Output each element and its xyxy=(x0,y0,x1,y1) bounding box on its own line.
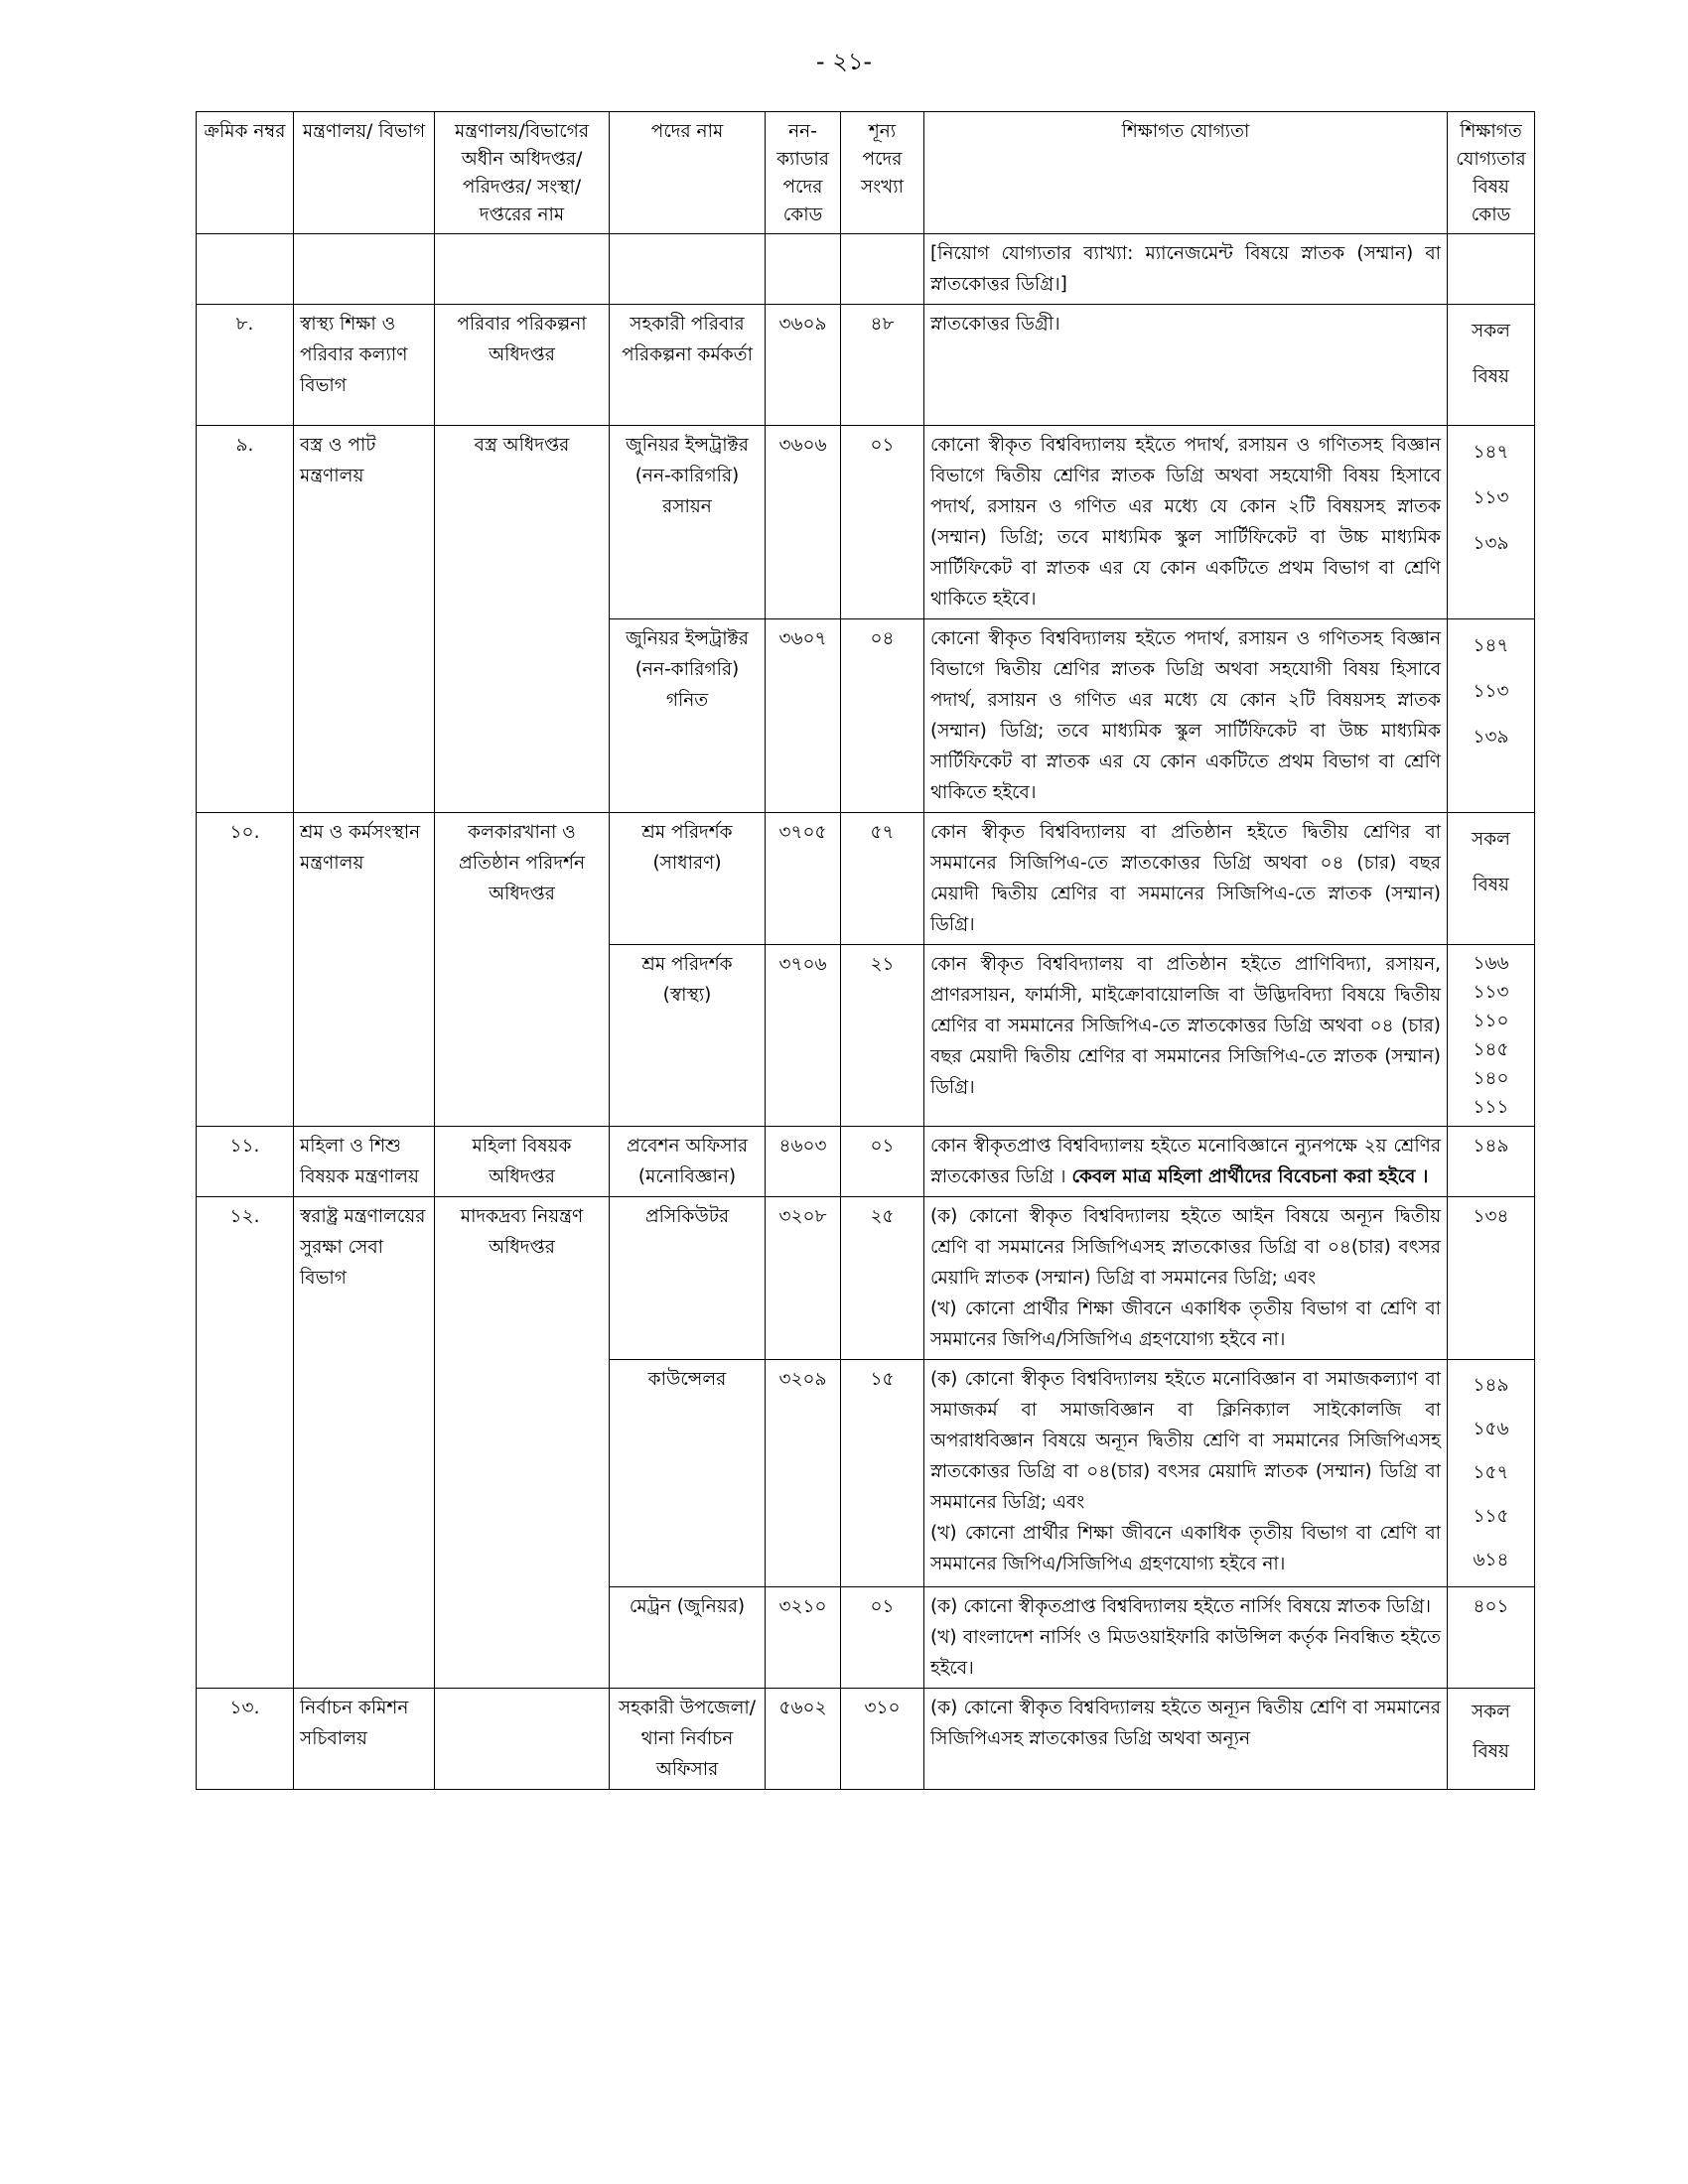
department-cell: কলকারখানা ও প্রতিষ্ঠান পরিদর্শন অধিদপ্তর xyxy=(435,813,610,1127)
qualification-cell: (ক) কোনো স্বীকৃত বিশ্ববিদ্যালয় হইতে অন্যূন দ্বিতীয় শ্রেণি বা সমমানের সিজিপিএসহ স্নাতকোত্তর ডিগ্রি অথবা অন্যূন xyxy=(924,1689,1448,1790)
ministry-cell: শ্রম ও কর্মসংস্থান মন্ত্রণালয় xyxy=(294,813,435,1127)
post-name-cell: সহকারী পরিবার পরিকল্পনা কর্মকর্তা xyxy=(610,305,766,426)
vacancy-cell: ৪৮ xyxy=(841,305,924,426)
post-name-cell: জুনিয়র ইন্সট্রাক্টর (নন-কারিগরি) রসায়ন xyxy=(610,426,766,619)
table-row xyxy=(197,1197,1535,1360)
subject-code: ১৬৬ xyxy=(1473,953,1509,974)
header-post-name: পদের নাম xyxy=(610,112,766,234)
subject-code: সকল xyxy=(1472,829,1510,850)
vacancy-cell: ০১ xyxy=(841,1587,924,1689)
vacancy-cell: ২১ xyxy=(841,945,924,1127)
subject-code: ১৪৫ xyxy=(1473,1039,1509,1060)
qualification-cell xyxy=(924,1587,1448,1689)
subject-code: ১১৫ xyxy=(1473,1506,1509,1527)
subject-code: ১১৩ xyxy=(1473,487,1509,508)
subject-code-cell xyxy=(1448,1127,1535,1197)
subject-code-cell xyxy=(1448,426,1535,619)
vacancy-cell: ১৫ xyxy=(841,1360,924,1587)
qualification-clause: (ক) কোনো স্বীকৃত বিশ্ববিদ্যালয় হইতে মনোবিজ্ঞান বা সমাজকল্যাণ বা সমাজকর্ম বা সমাজবিজ্ঞান বা ক্লিনিক্যাল সাইকোলজি বা অপরাধবিজ্ঞান বিষয়ে অন্যূন দ্বিতীয় শ্রেণি বা সমমানের সিজিপিএসহ স্নাতকোত্তর ডিগ্রি বা ০৪(চার) বৎসর মেয়াদি স্নাতক (সম্মান) ডিগ্রি বা সমমানের ডিগ্রি; এবং xyxy=(930,1369,1441,1513)
table-row xyxy=(197,305,1535,426)
header-subject-code: শিক্ষাগত যোগ্যতার বিষয় কোড xyxy=(1448,112,1535,234)
department-cell: মহিলা বিষয়ক অধিদপ্তর xyxy=(435,1127,610,1197)
qualification-cell xyxy=(924,1360,1448,1587)
subject-code-cell xyxy=(1448,305,1535,426)
ministry-cell: মহিলা ও শিশু বিষয়ক মন্ত্রণালয় xyxy=(294,1127,435,1197)
subject-code: বিষয় xyxy=(1473,875,1509,895)
continuation-note: [নিয়োগ যোগ্যতার ব্যাখ্যা: ম্যানেজমেন্ট বিষয়ে স্নাতক (সম্মান) বা স্নাতকোত্তর ডিগ্রি।] xyxy=(924,234,1448,305)
subject-code: বিষয় xyxy=(1473,366,1509,387)
serial-cell: ১১. xyxy=(197,1127,294,1197)
subject-code-cell xyxy=(1448,813,1535,945)
serial-cell: ১২. xyxy=(197,1197,294,1689)
post-code-cell: ৩৬০৬ xyxy=(766,426,841,619)
subject-code-cell xyxy=(1448,1689,1535,1790)
subject-code: সকল xyxy=(1472,321,1510,341)
serial-cell: ১৩. xyxy=(197,1689,294,1790)
department-cell: মাদকদ্রব্য নিয়ন্ত্রণ অধিদপ্তর xyxy=(435,1197,610,1689)
page-number: - ২১- xyxy=(815,48,873,75)
subject-code: ১৩৯ xyxy=(1473,533,1509,554)
qualification-text: কোন স্বীকৃতপ্রাপ্ত বিশ্ববিদ্যালয় হইতে মনোবিজ্ঞানে ন্যুনপক্ষে ২য় শ্রেণির স্নাতকোত্তর ডিগ্রি । xyxy=(930,1136,1441,1187)
post-name-cell: প্রসিকিউটর xyxy=(610,1197,766,1360)
subject-code: ৬১৪ xyxy=(1473,1550,1509,1570)
ministry-cell: স্বাস্থ্য শিক্ষা ও পরিবার কল্যাণ বিভাগ xyxy=(294,305,435,426)
qualification-clause: (ক) কোনো স্বীকৃতপ্রাপ্ত বিশ্ববিদ্যালয় হইতে নার্সিং বিষয়ে স্নাতক ডিগ্রি। xyxy=(930,1596,1431,1617)
subject-code: ১৪৭ xyxy=(1473,442,1509,463)
subject-code: ১৪৯ xyxy=(1473,1375,1509,1396)
ministry-cell: স্বরাষ্ট্র মন্ত্রণালয়ের সুরক্ষা সেবা বিভাগ xyxy=(294,1197,435,1689)
qualification-cell xyxy=(924,1127,1448,1197)
subject-code-cell xyxy=(1448,619,1535,813)
qualification-cell: কোন স্বীকৃত বিশ্ববিদ্যালয় বা প্রতিষ্ঠান হইতে প্রাণিবিদ্যা, রসায়ন, প্রাণরসায়ন, ফার্মাসী, মাইক্রোবায়োলজি বা উদ্ভিদবিদ্যা বিষয়ে দ্বিতীয় শ্রেণির বা সমমানের সিজিপিএ-তে স্নাতকোত্তর ডিগ্রি অথবা ০৪ (চার) বছর মেয়াদী দ্বিতীয় শ্রেণির বা সমমানের সিজিপিএ-তে স্নাতক (সম্মান) ডিগ্রি। xyxy=(924,945,1448,1127)
subject-code: ১১৩ xyxy=(1473,982,1509,1003)
qualification-clause: (খ) কোনো প্রার্থীর শিক্ষা জীবনে একাধিক তৃতীয় বিভাগ বা শ্রেণি বা সমমানের জিপিএ/সিজিপিএ গ্রহণযোগ্য হইবে না। xyxy=(930,1523,1441,1574)
post-code-cell: ৪৬০৩ xyxy=(766,1127,841,1197)
table-row xyxy=(197,1689,1535,1790)
post-code-cell: ৩২১০ xyxy=(766,1587,841,1689)
post-code-cell: ৩৬০৭ xyxy=(766,619,841,813)
qualification-clause: (খ) বাংলাদেশ নার্সিং ও মিডওয়াইফারি কাউন্সিল কর্তৃক নিবন্ধিত হইতে হইবে। xyxy=(930,1627,1441,1679)
header-serial: ক্রমিক নম্বর xyxy=(197,112,294,234)
subject-code: ১৫৬ xyxy=(1473,1419,1509,1439)
serial-cell: ৯. xyxy=(197,426,294,813)
qualification-cell: কোনো স্বীকৃত বিশ্ববিদ্যালয় হইতে পদার্থ, রসায়ন ও গণিতসহ বিজ্ঞান বিভাগে দ্বিতীয় শ্রেণির স্নাতক ডিগ্রি অথবা সহযোগী বিষয় হিসাবে পদার্থ, রসায়ন ও গণিত এর মধ্যে যে কোন ২টি বিষয়সহ স্নাতক (সম্মান) ডিগ্রি; তবে মাধ্যমিক স্কুল সার্টিফিকেট বা উচ্চ মাধ্যমিক সার্টিফিকেট বা স্নাতক এর যে কোন একটিতে প্রথম বিভাগ বা শ্রেণি থাকিতে হইবে। xyxy=(924,619,1448,813)
header-vacancy: শূন্য পদের সংখ্যা xyxy=(841,112,924,234)
post-name-cell: জুনিয়র ইন্সট্রাক্টর (নন-কারিগরি) গনিত xyxy=(610,619,766,813)
serial-cell: ৮. xyxy=(197,305,294,426)
department-cell xyxy=(435,1689,610,1790)
post-code-cell: ৩২০৯ xyxy=(766,1360,841,1587)
serial-cell: ১০. xyxy=(197,813,294,1127)
subject-code-cell xyxy=(1448,945,1535,1127)
header-department: মন্ত্রণালয়/বিভাগের অধীন অধিদপ্তর/ পরিদপ্তর/ সংস্থা/দপ্তরের নাম xyxy=(435,112,610,234)
department-cell: পরিবার পরিকল্পনা অধিদপ্তর xyxy=(435,305,610,426)
subject-code: ১১৩ xyxy=(1473,681,1509,702)
table-row xyxy=(197,426,1535,619)
qualification-cell: স্নাতকোত্তর ডিগ্রী। xyxy=(924,305,1448,426)
subject-code: ১৪৯ xyxy=(1473,1136,1509,1157)
subject-code: ১৩৯ xyxy=(1473,727,1509,748)
qualification-cell xyxy=(924,1197,1448,1360)
header-post-code: নন- ক্যাডার পদের কোড xyxy=(766,112,841,234)
header-row xyxy=(197,112,1535,234)
subject-code: ১১০ xyxy=(1473,1011,1509,1031)
recruitment-table xyxy=(196,111,1535,1790)
post-name-cell: সহকারী উপজেলা/ থানা নির্বাচন অফিসার xyxy=(610,1689,766,1790)
post-code-cell: ৩২০৮ xyxy=(766,1197,841,1360)
post-name-cell: কাউন্সেলর xyxy=(610,1360,766,1587)
table-row xyxy=(197,813,1535,945)
subject-code-cell xyxy=(1448,1360,1535,1587)
vacancy-cell: ৩১০ xyxy=(841,1689,924,1790)
post-name-cell: প্রবেশন অফিসার (মনোবিজ্ঞান) xyxy=(610,1127,766,1197)
post-name-cell: শ্রম পরিদর্শক (স্বাস্থ্য) xyxy=(610,945,766,1127)
qualification-note-bold: কেবল মাত্র মহিলা প্রার্থীদের বিবেচনা করা হইবে । xyxy=(1071,1166,1429,1187)
vacancy-cell: ৫৭ xyxy=(841,813,924,945)
post-code-cell: ৫৬০২ xyxy=(766,1689,841,1790)
ministry-cell: নির্বাচন কমিশন সচিবালয় xyxy=(294,1689,435,1790)
ministry-cell: বস্ত্র ও পাট মন্ত্রণালয় xyxy=(294,426,435,813)
header-ministry: মন্ত্রণালয়/ বিভাগ xyxy=(294,112,435,234)
vacancy-cell: ০১ xyxy=(841,1127,924,1197)
qualification-clause: (ক) কোনো স্বীকৃত বিশ্ববিদ্যালয় হইতে আইন বিষয়ে অন্যূন দ্বিতীয় শ্রেণি বা সমমানের সিজিপিএসহ স্নাতকোত্তর ডিগ্রি বা ০৪(চার) বৎসর মেয়াদি স্নাতক (সম্মান) ডিগ্রি বা সমমানের ডিগ্রি; এবং xyxy=(930,1206,1441,1289)
subject-code: ১১১ xyxy=(1473,1097,1509,1118)
subject-code: বিষয় xyxy=(1473,1741,1509,1762)
post-code-cell: ৩৬০৯ xyxy=(766,305,841,426)
post-code-cell: ৩৭০৫ xyxy=(766,813,841,945)
vacancy-cell: ০৪ xyxy=(841,619,924,813)
subject-code-cell xyxy=(1448,1197,1535,1360)
post-code-cell: ৩৭০৬ xyxy=(766,945,841,1127)
subject-code: ১৪৭ xyxy=(1473,635,1509,656)
table-row xyxy=(197,1127,1535,1197)
vacancy-cell: ২৫ xyxy=(841,1197,924,1360)
table-row xyxy=(197,234,1535,305)
department-cell: বস্ত্র অধিদপ্তর xyxy=(435,426,610,813)
post-name-cell: শ্রম পরিদর্শক (সাধারণ) xyxy=(610,813,766,945)
post-name-cell: মেট্রন (জুনিয়র) xyxy=(610,1587,766,1689)
subject-code: ১৪০ xyxy=(1473,1068,1509,1089)
subject-code-cell xyxy=(1448,1587,1535,1689)
header-qualification: শিক্ষাগত যোগ্যতা xyxy=(924,112,1448,234)
subject-code: ১৫৭ xyxy=(1473,1462,1509,1483)
qualification-cell: কোনো স্বীকৃত বিশ্ববিদ্যালয় হইতে পদার্থ, রসায়ন ও গণিতসহ বিজ্ঞান বিভাগে দ্বিতীয় শ্রেণির স্নাতক ডিগ্রি অথবা সহযোগী বিষয় হিসাবে পদার্থ, রসায়ন ও গণিত এর মধ্যে যে কোন ২টি বিষয়সহ স্নাতক (সম্মান) ডিগ্রি; তবে মাধ্যমিক স্কুল সার্টিফিকেট বা উচ্চ মাধ্যমিক সার্টিফিকেট বা স্নাতক এর যে কোন একটিতে প্রথম বিভাগ বা শ্রেণি থাকিতে হইবে। xyxy=(924,426,1448,619)
vacancy-cell: ০১ xyxy=(841,426,924,619)
qualification-cell: কোন স্বীকৃত বিশ্ববিদ্যালয় বা প্রতিষ্ঠান হইতে দ্বিতীয় শ্রেণির বা সমমানের সিজিপিএ-তে স্নাতকোত্তর ডিগ্রি অথবা ০৪ (চার) বছর মেয়াদী দ্বিতীয় শ্রেণির বা সমমানের সিজিপিএ-তে স্নাতক (সম্মান) ডিগ্রি। xyxy=(924,813,1448,945)
subject-code: ১৩৪ xyxy=(1473,1206,1509,1227)
subject-code: ৪০১ xyxy=(1473,1596,1509,1617)
subject-code: সকল xyxy=(1472,1702,1510,1722)
qualification-clause: (খ) কোনো প্রার্থীর শিক্ষা জীবনে একাধিক তৃতীয় বিভাগ বা শ্রেণি বা সমমানের জিপিএ/সিজিপিএ গ্রহণযোগ্য হইবে না। xyxy=(930,1298,1441,1350)
